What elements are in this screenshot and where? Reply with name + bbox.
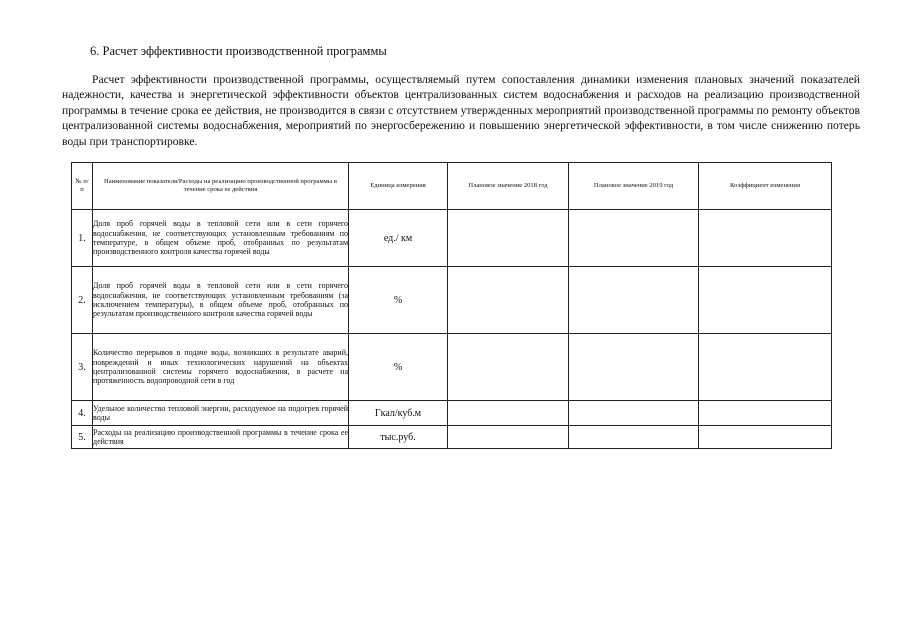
row-plan-2018: [448, 401, 569, 426]
row-unit: ед./ км: [349, 210, 448, 267]
row-coef: [699, 267, 832, 334]
row-name: Расходы на реализацию производственной программы в течение срока ее действия: [93, 426, 349, 449]
row-plan-2018: [448, 426, 569, 449]
header-coef: Коэффициент изменения: [699, 163, 832, 210]
row-name: Удельное количество тепловой энергии, расходуемое на подогрев горячей воды: [93, 401, 349, 426]
row-plan-2018: [448, 210, 569, 267]
row-coef: [699, 426, 832, 449]
row-unit: тыс.руб.: [349, 426, 448, 449]
row-unit: %: [349, 267, 448, 334]
row-plan-2019: [569, 210, 699, 267]
row-plan-2018: [448, 334, 569, 401]
table-row: [72, 426, 832, 449]
table-row: [72, 334, 832, 401]
table-row: [72, 267, 832, 334]
header-num: № п/п: [72, 163, 93, 210]
intro-paragraph: Расчет эффективности производственной программы, осуществляемый путем сопоставления динамики изменения плановых значений показателей надежности, качества и энергетической эффективности объектов централизованных систем водоснабжения и расходов на реализацию производственной программы в течение срока ее действия, не производится в связи с отсутствием утвержденных мероприятий производственной программы по ремонту объектов централизованной системы водоснабжения, мероприятий по энергосбережению и повышению энергетической эффективности, в том числе снижению потерь воды при транспортировке.: [62, 73, 860, 148]
row-plan-2019: [569, 401, 699, 426]
row-name: Количество перерывов в подаче воды, возникших в результате аварий, повреждений и иных технологических нарушений на объектах централизованной системы горячего водоснабжения, в расчете на протяженность водопроводной сети в год: [93, 334, 349, 401]
row-coef: [699, 334, 832, 401]
header-name: Наименование показателя/Расходы на реализацию производственной программы в течение срока ее действия: [93, 163, 349, 210]
row-number: 3.: [72, 334, 93, 401]
row-number: 1.: [72, 210, 93, 267]
row-plan-2018: [448, 267, 569, 334]
indicators-table: [71, 162, 832, 449]
section-heading: 6. Расчет эффективности производственной программы: [90, 44, 387, 58]
row-coef: [699, 210, 832, 267]
table-header-row: [72, 163, 832, 210]
row-number: 4.: [72, 401, 93, 426]
row-plan-2019: [569, 334, 699, 401]
row-name: Доля проб горячей воды в тепловой сети или в сети горячего водоснабжения, не соответствующих установленным требованиям (за исключением температуры), в общем объеме проб, отобранных по результатам производственного контроля качества горячей воды: [93, 267, 349, 334]
header-plan-2018: Плановое значение 2018 год: [448, 163, 569, 210]
table-row: [72, 401, 832, 426]
row-unit: %: [349, 334, 448, 401]
header-plan-2019: Плановое значение 2019 год: [569, 163, 699, 210]
row-number: 5.: [72, 426, 93, 449]
row-number: 2.: [72, 267, 93, 334]
row-plan-2019: [569, 267, 699, 334]
row-unit: Гкал/куб.м: [349, 401, 448, 426]
table-row: [72, 210, 832, 267]
header-unit: Единица измерения: [349, 163, 448, 210]
row-plan-2019: [569, 426, 699, 449]
row-name: Доля проб горячей воды в тепловой сети или в сети горячего водоснабжения, не соответствующих установленным требованиям по температуре, в общем объеме проб, отобранных по результатам производственного контроля качества горячей воды: [93, 210, 349, 267]
row-coef: [699, 401, 832, 426]
